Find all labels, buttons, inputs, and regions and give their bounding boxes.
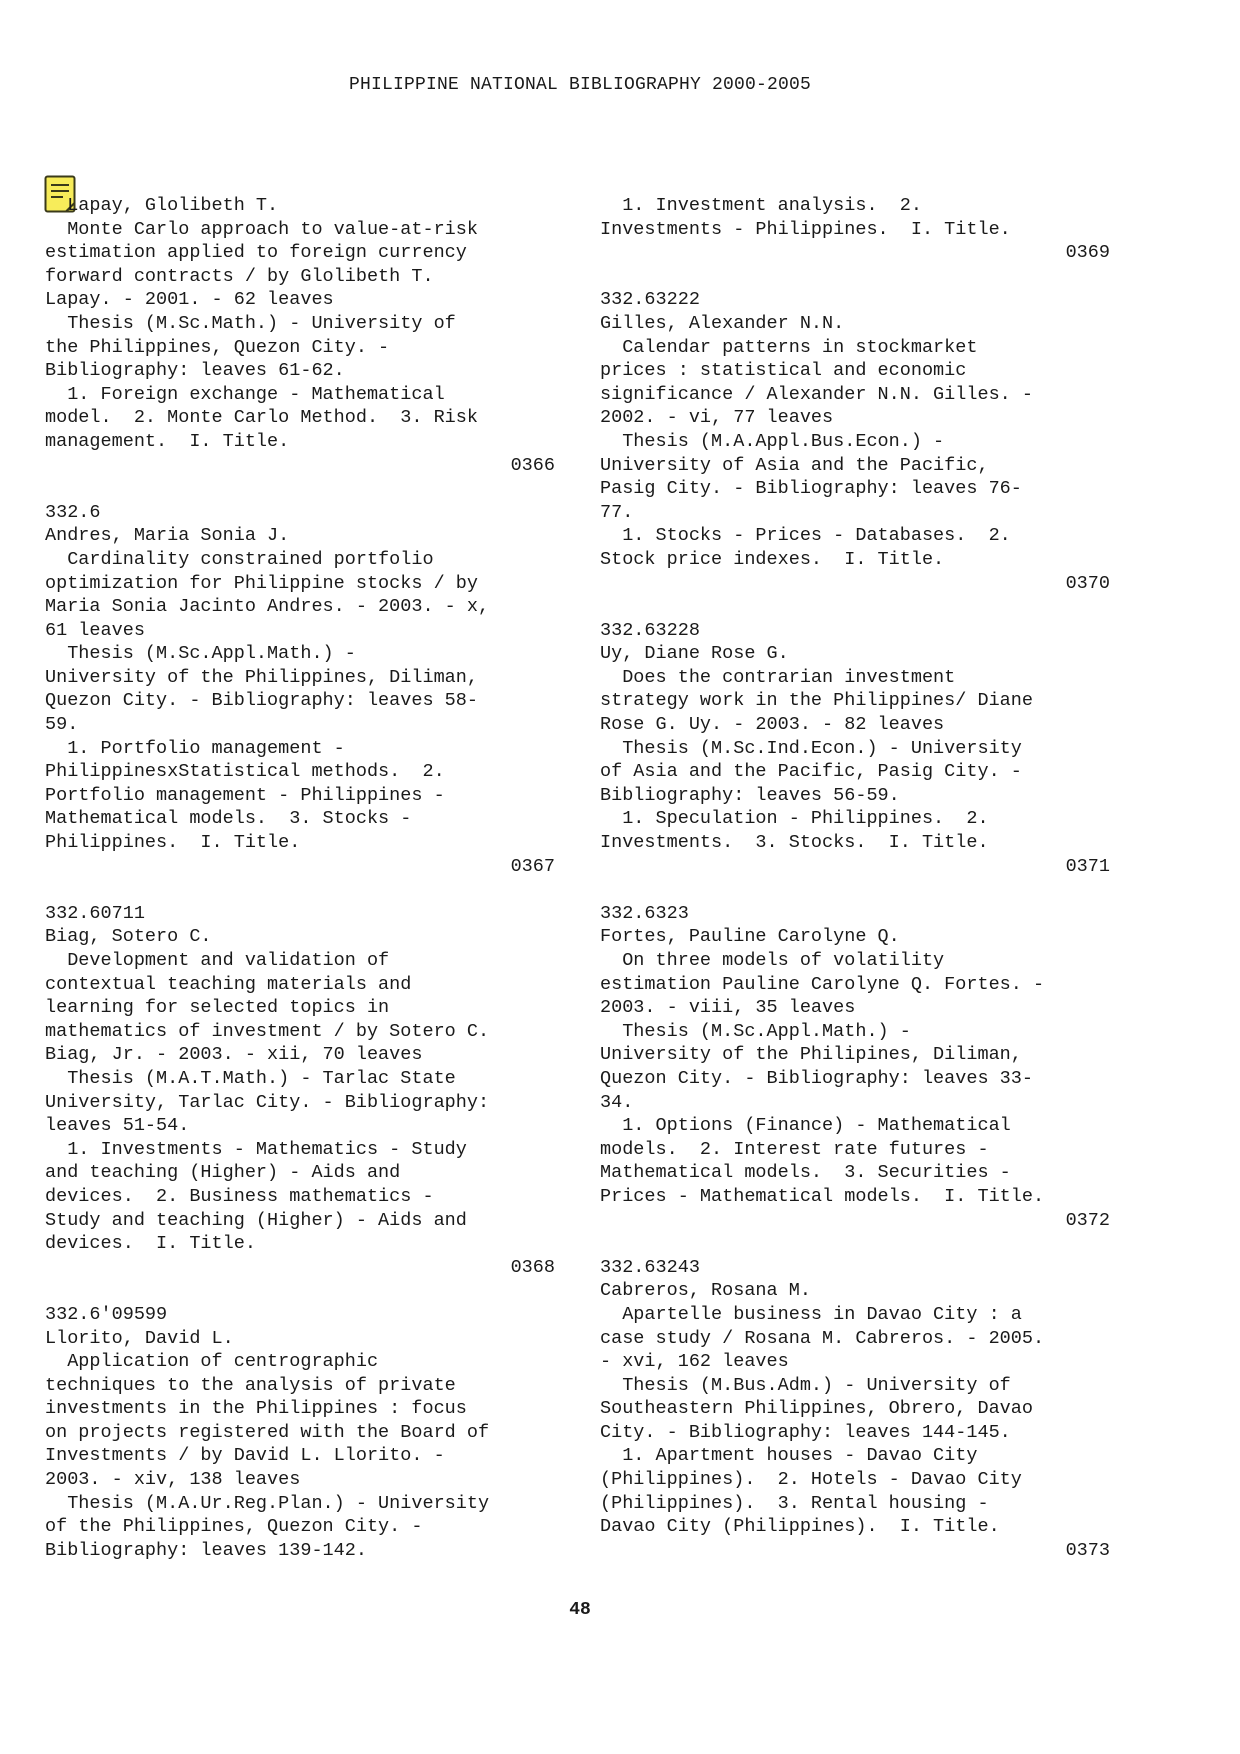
bibliography-line: Portfolio management - Philippines -: [45, 784, 445, 806]
bibliography-line: Monte Carlo approach to value-at-risk: [45, 218, 478, 240]
bibliography-line: Thesis (M.Sc.Ind.Econ.) - University: [600, 737, 1022, 759]
bibliography-line: leaves 51-54.: [45, 1115, 190, 1137]
bibliography-line: Stock price indexes. I. Title.: [600, 548, 945, 570]
bibliography-line: model. 2. Monte Carlo Method. 3. Risk: [45, 407, 478, 429]
bibliography-line: [45, 477, 555, 501]
bibliography-line: and teaching (Higher) - Aids and: [45, 1162, 401, 1184]
bibliography-line: PhilippinesxStatistical methods. 2.: [45, 761, 445, 783]
record-number: 0368: [510, 1256, 555, 1278]
bibliography-line: Mathematical models. 3. Securities -: [600, 1162, 1011, 1184]
bibliography-line: 332.6323: [600, 902, 689, 924]
bibliography-line: Bibliography: leaves 139-142.: [45, 1539, 367, 1561]
bibliography-line: Apartelle business in Davao City : a: [600, 1303, 1022, 1325]
bibliography-line: Thesis (M.Sc.Appl.Math.) -: [600, 1020, 911, 1042]
right-column: [600, 194, 1110, 1562]
bibliography-line: 1. Options (Finance) - Mathematical: [600, 1115, 1011, 1137]
bibliography-line: On three models of volatility: [600, 950, 945, 971]
bibliography-line: mathematics of investment / by Sotero C.: [45, 1020, 490, 1042]
record-number: 0367: [510, 855, 555, 877]
record-number: 0372: [1065, 1209, 1110, 1231]
bibliography-line: Lapay, Glolibeth T.: [45, 195, 279, 216]
bibliography-line: Gilles, Alexander N.N.: [600, 312, 845, 334]
record-number: 0369: [1065, 242, 1110, 264]
bibliography-line: 1. Apartment houses - Davao City: [600, 1445, 978, 1467]
bibliography-line: 332.63228: [600, 619, 700, 641]
bibliography-line: Thesis (M.A.Appl.Bus.Econ.) -: [600, 430, 945, 452]
bibliography-line: 1. Foreign exchange - Mathematical: [45, 383, 445, 405]
bibliography-line: devices. I. Title.: [45, 1233, 256, 1255]
bibliography-line: Thesis (M.Sc.Math.) - University of: [45, 312, 456, 334]
bibliography-line: 34.: [600, 1091, 634, 1113]
bibliography-line: - xvi, 162 leaves: [600, 1351, 789, 1373]
bibliography-line: Quezon City. - Bibliography: leaves 58-: [45, 690, 478, 712]
bibliography-line: investments in the Philippines : focus: [45, 1398, 467, 1420]
bibliography-line: [45, 878, 555, 902]
bibliography-line: on projects registered with the Board of: [45, 1421, 490, 1443]
bibliography-line: of Asia and the Pacific, Pasig City. -: [600, 761, 1022, 783]
bibliography-line: Cabreros, Rosana M.: [600, 1280, 811, 1302]
bibliography-line: [600, 595, 1110, 619]
bibliography-line: Development and validation of: [45, 950, 390, 971]
bibliography-line: 77.: [600, 501, 634, 523]
bibliography-line: 332.60711: [45, 902, 145, 924]
bibliography-line: Does the contrarian investment: [600, 666, 956, 688]
bibliography-line: Biag, Jr. - 2003. - xii, 70 leaves: [45, 1044, 423, 1066]
bibliography-line: Pasig City. - Bibliography: leaves 76-: [600, 478, 1022, 500]
bibliography-line: University, Tarlac City. - Bibliography:: [45, 1091, 490, 1113]
bibliography-line: Llorito, David L.: [45, 1327, 234, 1349]
bibliography-line: [600, 265, 1110, 289]
bibliography-line: Thesis (M.Bus.Adm.) - University of: [600, 1374, 1011, 1396]
bibliography-line: Davao City (Philippines). I. Title.: [600, 1516, 1000, 1538]
bibliography-line: Maria Sonia Jacinto Andres. - 2003. - x,: [45, 596, 490, 618]
left-column: [45, 194, 555, 1562]
bibliography-line: 1. Investment analysis. 2.: [600, 195, 922, 216]
bibliography-line: Mathematical models. 3. Stocks -: [45, 808, 412, 830]
record-number: 0370: [1065, 572, 1110, 594]
page-header-title: PHILIPPINE NATIONAL BIBLIOGRAPHY 2000-2005: [348, 75, 812, 95]
bibliography-line: techniques to the analysis of private: [45, 1374, 456, 1396]
bibliography-line: Quezon City. - Bibliography: leaves 33-: [600, 1067, 1033, 1089]
bibliography-line: forward contracts / by Glolibeth T.: [45, 265, 434, 287]
bibliography-line: City. - Bibliography: leaves 144-145.: [600, 1421, 1011, 1443]
bibliography-line: 2003. - xiv, 138 leaves: [45, 1469, 301, 1491]
bibliography-line: Prices - Mathematical models. I. Title.: [600, 1185, 1045, 1207]
bibliography-line: Southeastern Philippines, Obrero, Davao: [600, 1398, 1033, 1420]
bibliography-line: devices. 2. Business mathematics -: [45, 1185, 434, 1207]
bibliography-line: 1. Investments - Mathematics - Study: [45, 1138, 467, 1160]
record-number: 0373: [1065, 1539, 1110, 1561]
bibliography-line: 59.: [45, 714, 79, 736]
bibliography-line: Bibliography: leaves 61-62.: [45, 360, 345, 382]
bibliography-line: strategy work in the Philippines/ Diane: [600, 690, 1033, 712]
bibliography-line: 1. Portfolio management -: [45, 737, 345, 759]
bibliography-line: Thesis (M.A.Ur.Reg.Plan.) - University: [45, 1492, 490, 1514]
bibliography-line: estimation Pauline Carolyne Q. Fortes. -: [600, 973, 1045, 995]
bibliography-line: University of the Philipines, Diliman,: [600, 1044, 1022, 1066]
bibliography-line: Thesis (M.A.T.Math.) - Tarlac State: [45, 1067, 456, 1089]
bibliography-line: learning for selected topics in: [45, 997, 390, 1019]
bibliography-line: 332.6: [45, 501, 101, 523]
bibliography-line: optimization for Philippine stocks / by: [45, 572, 478, 594]
bibliography-line: University of the Philippines, Diliman,: [45, 666, 478, 688]
bibliography-line: Philippines. I. Title.: [45, 832, 301, 854]
bibliography-line: 332.63222: [600, 289, 700, 311]
bibliography-line: 2002. - vi, 77 leaves: [600, 407, 834, 429]
record-number: 0366: [510, 454, 555, 476]
bibliography-line: Rose G. Uy. - 2003. - 82 leaves: [600, 714, 945, 736]
bibliography-line: Uy, Diane Rose G.: [600, 643, 789, 665]
bibliography-line: models. 2. Interest rate futures -: [600, 1138, 989, 1160]
bibliography-line: University of Asia and the Pacific,: [600, 454, 989, 476]
bibliography-line: [45, 1279, 555, 1303]
bibliography-line: Biag, Sotero C.: [45, 926, 212, 948]
bibliography-line: 1. Stocks - Prices - Databases. 2.: [600, 525, 1011, 547]
record-number: 0371: [1065, 855, 1110, 877]
bibliography-line: contextual teaching materials and: [45, 973, 412, 995]
bibliography-line: 61 leaves: [45, 619, 145, 641]
bibliography-line: Lapay. - 2001. - 62 leaves: [45, 289, 334, 311]
bibliography-line: 332.63243: [600, 1256, 700, 1278]
bibliography-line: significance / Alexander N.N. Gilles. -: [600, 383, 1033, 405]
bibliography-line: [600, 878, 1110, 902]
bibliography-line: Calendar patterns in stockmarket: [600, 336, 978, 358]
bibliography-line: case study / Rosana M. Cabreros. - 2005.: [600, 1327, 1045, 1349]
bibliography-line: 1. Speculation - Philippines. 2.: [600, 808, 989, 830]
bibliography-line: 2003. - viii, 35 leaves: [600, 997, 856, 1019]
bibliography-line: Investments / by David L. Llorito. -: [45, 1445, 445, 1467]
bibliography-line: Study and teaching (Higher) - Aids and: [45, 1209, 467, 1231]
page-number: 48: [569, 1600, 591, 1620]
bibliography-line: Fortes, Pauline Carolyne Q.: [600, 926, 900, 948]
bibliography-line: Cardinality constrained portfolio: [45, 548, 434, 570]
bibliography-line: (Philippines). 3. Rental housing -: [600, 1492, 989, 1514]
bibliography-line: management. I. Title.: [45, 430, 290, 452]
bibliography-line: Bibliography: leaves 56-59.: [600, 784, 900, 806]
bibliography-line: Thesis (M.Sc.Appl.Math.) -: [45, 643, 356, 665]
bibliography-line: of the Philippines, Quezon City. -: [45, 1516, 423, 1538]
bibliography-line: prices : statistical and economic: [600, 360, 967, 382]
bibliography-line: estimation applied to foreign currency: [45, 242, 467, 264]
bibliography-line: Application of centrographic: [45, 1351, 379, 1373]
bibliography-line: Investments. 3. Stocks. I. Title.: [600, 832, 989, 854]
bibliography-line: 332.6'09599: [45, 1303, 168, 1325]
bibliography-line: [600, 1232, 1110, 1256]
bibliography-line: Andres, Maria Sonia J.: [45, 525, 290, 547]
bibliography-line: (Philippines). 2. Hotels - Davao City: [600, 1469, 1022, 1491]
bibliography-line: the Philippines, Quezon City. -: [45, 336, 390, 358]
bibliography-line: Investments - Philippines. I. Title.: [600, 218, 1011, 240]
